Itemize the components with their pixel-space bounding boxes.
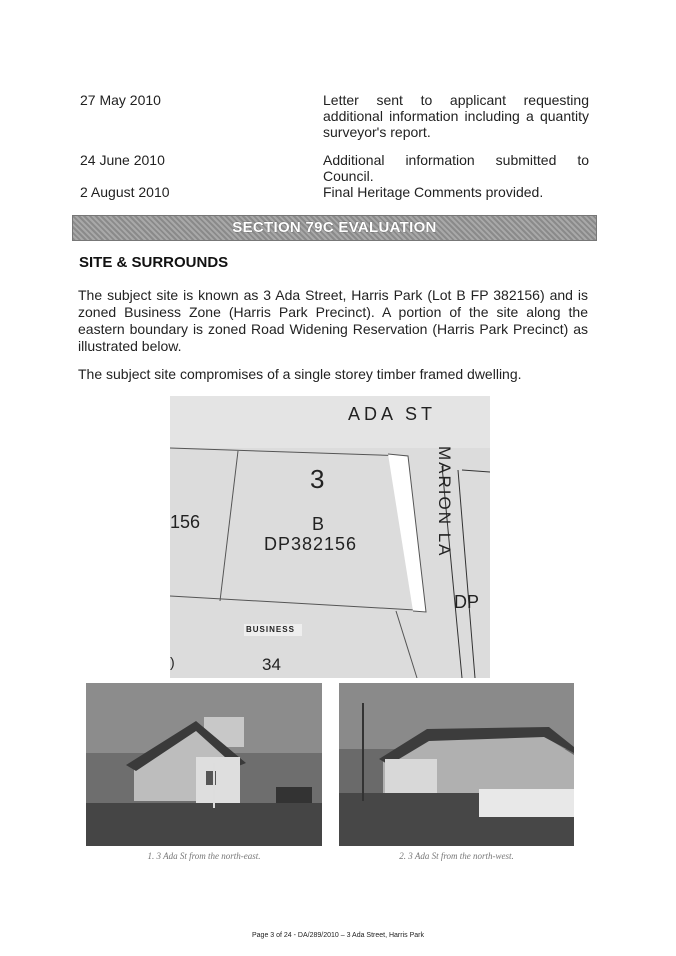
photo-caption-2: 2. 3 Ada St from the north-west.	[399, 851, 514, 861]
page-footer: Page 3 of 24 - DA/289/2010 – 3 Ada Street, Harris Park	[252, 932, 424, 939]
photo-caption-1: 1. 3 Ada St from the north-east.	[147, 851, 261, 861]
map-left-partial: 156	[170, 512, 201, 532]
photo-north-west	[339, 683, 574, 846]
timeline-description-3: Final Heritage Comments provided.	[323, 184, 544, 200]
map-zone-label: BUSINESS	[246, 625, 295, 634]
timeline-date-2: 24 June 2010	[80, 152, 165, 168]
site-paragraph-1: The subject site is known as 3 Ada Street, Harris Park (Lot B FP 382156) and is zoned Business Zone (Harris Park Precinct). A portion of the site along the eastern boundary is zoned Road Widening Reservation (Harris Park Precinct) as illustrated below.	[78, 287, 588, 354]
map-street-label: ADA ST	[348, 404, 437, 424]
map-lane-label: MARION LA	[435, 446, 454, 558]
timeline-date-1: 27 May 2010	[80, 92, 161, 108]
section-banner	[72, 215, 597, 241]
timeline-date-3: 2 August 2010	[80, 184, 170, 200]
map-lot-number: 3	[310, 464, 325, 494]
map-left-bottom-partial: )	[170, 654, 175, 670]
site-paragraph-2: The subject site compromises of a single storey timber framed dwelling.	[78, 366, 522, 382]
photo-north-west-image	[339, 683, 574, 846]
timeline-description-2: Additional information submitted to Council.	[323, 152, 589, 184]
map-lower-lot: 34	[262, 655, 281, 674]
zoning-map	[170, 396, 490, 678]
timeline-description-1: Letter sent to applicant requesting additional information including a quantity surveyor's report.	[323, 92, 589, 140]
map-right-partial: DP	[454, 592, 480, 612]
section-banner-title: SECTION 79C EVALUATION	[232, 219, 437, 236]
photo-north-east-image	[86, 683, 322, 846]
photo-north-east	[86, 683, 322, 846]
map-lot-letter: B	[312, 514, 325, 534]
site-heading: SITE & SURROUNDS	[79, 254, 229, 271]
map-plan-number: DP382156	[264, 534, 358, 554]
